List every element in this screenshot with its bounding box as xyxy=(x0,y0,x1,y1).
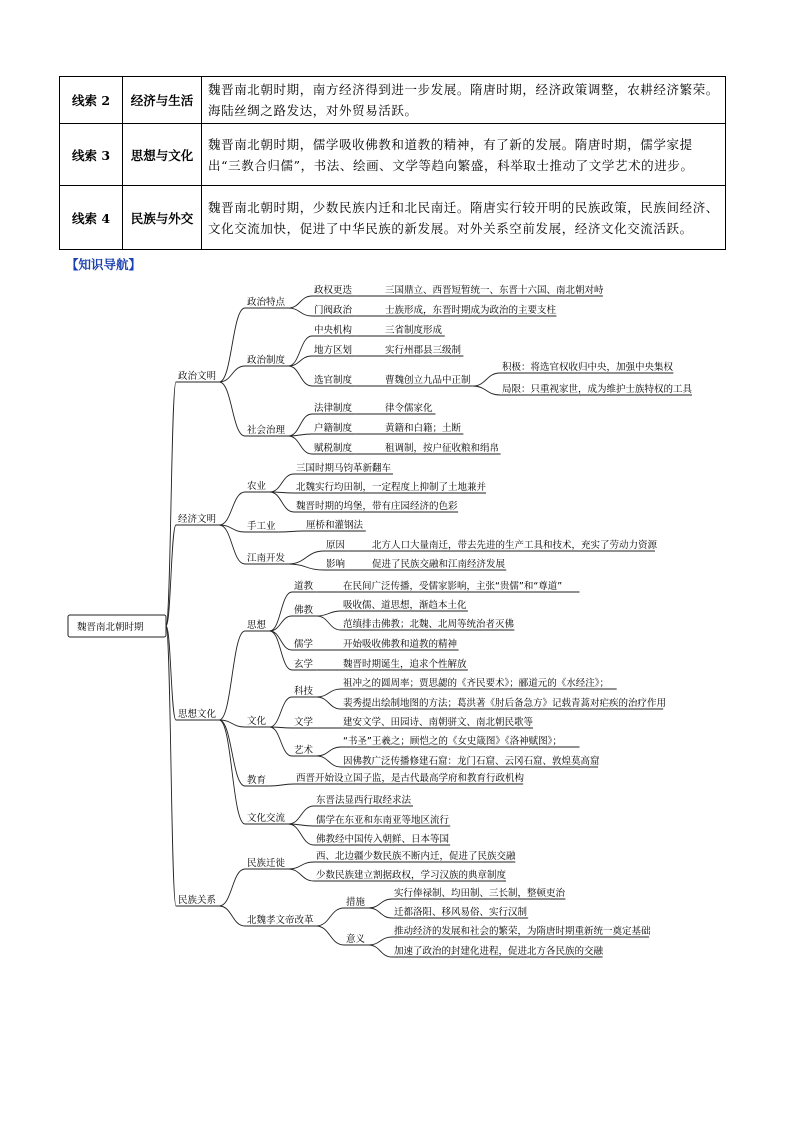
undefined: 租调制，按户征收粮和绢帛 xyxy=(385,443,500,454)
undefined: 三省制度形成 xyxy=(385,325,443,336)
clue-id: 线索 4 xyxy=(60,186,123,250)
subtopic-label: 原因 xyxy=(326,540,346,551)
connector xyxy=(288,806,314,824)
undefined: 律令儒家化 xyxy=(385,403,433,414)
topic-label: 文化交流 xyxy=(247,813,286,824)
topic-label: 思想 xyxy=(247,620,267,631)
clue-text: 魏晋南北朝时期，儒学吸收佛教和道教的精神，有了新的发展。隋唐时期，儒学家提出“三教合归儒”，书法、绘画、文学等趋向繁盛，科举取士推动了文学艺术的进步。 xyxy=(202,124,726,186)
topic-label: 北魏孝文帝改革 xyxy=(247,915,314,926)
subtopic-label: 中央机构 xyxy=(314,325,353,336)
branch-label: 政治文明 xyxy=(178,371,217,382)
undefined: 建安文学、田园诗、南朝骈文、南北朝民歌等 xyxy=(343,717,534,728)
connector xyxy=(369,908,392,918)
topic-label: 手工业 xyxy=(247,521,276,532)
subtopic-label: 赋税制度 xyxy=(314,443,353,454)
connector xyxy=(369,937,392,945)
connector xyxy=(288,436,312,454)
subtopic-label: 选官制度 xyxy=(314,375,353,386)
connector xyxy=(369,899,392,908)
topic-label: 农业 xyxy=(247,481,267,492)
clue-topic: 经济与生活 xyxy=(123,77,202,124)
branch-label: 思想文化 xyxy=(178,709,217,720)
branch-label: 经济文明 xyxy=(178,514,217,525)
undefined: 曹魏创立九品中正制 xyxy=(385,375,471,386)
undefined: 北方人口大量南迁，带去先进的生产工具和技术，充实了劳动力资源 xyxy=(372,540,658,551)
subtopic-label: 艺术 xyxy=(294,745,314,756)
leaf-text: 迁都洛阳、移风易俗、实行汉制 xyxy=(394,907,528,918)
clue-topic: 民族与外交 xyxy=(123,186,202,250)
connector xyxy=(219,720,245,824)
leaf-text: 儒学在东亚和东南亚等地区流行 xyxy=(316,815,450,826)
connector xyxy=(270,631,292,650)
connector xyxy=(288,366,312,386)
subtopic-label: 道教 xyxy=(294,581,314,592)
undefined: 厘桥和灌钢法 xyxy=(306,520,364,531)
connector xyxy=(317,756,341,767)
subtopic-label: 影响 xyxy=(326,559,346,570)
leaf-text: 佛教经中国传入朝鲜、日本等国 xyxy=(316,834,450,845)
undefined: 在民间广泛传播，受儒家影响，主张“贵儒”和“尊道” xyxy=(343,581,563,592)
subtopic-label: 意义 xyxy=(346,934,366,945)
leaf-text: 魏晋时期的坞堡，带有庄园经济的色彩 xyxy=(296,501,458,512)
subtopic-label: 佛教 xyxy=(294,605,314,616)
connector xyxy=(219,906,245,926)
undefined: 开始吸收佛教和道教的精神 xyxy=(343,639,458,650)
topic-label: 教育 xyxy=(247,775,267,786)
branch-label: 民族关系 xyxy=(178,895,217,906)
undefined: 三国鼎立、西晋短暂统一、东晋十六国、南北朝对峙 xyxy=(385,285,604,296)
subtopic-label: 户籍制度 xyxy=(314,423,353,434)
clue-text: 魏晋南北朝时期，少数民族内迁和北民南迁。隋唐实行较开明的民族政策，民族间经济、文化交流加快，促进了中华民族的新发展。对外关系空前发展，经济文化交流活跃。 xyxy=(202,186,726,250)
leaf-text: 加速了政治的封建化进程，促进北方各民族的交融 xyxy=(394,946,604,957)
connector xyxy=(166,382,176,626)
subtopic-label: 儒学 xyxy=(294,639,314,650)
subtopic-label: 法律制度 xyxy=(314,403,353,414)
connector xyxy=(219,720,245,786)
connector xyxy=(270,727,292,756)
connector xyxy=(316,926,344,945)
subtopic-label: 政权更迭 xyxy=(314,285,353,296)
connector xyxy=(288,869,314,881)
undefined: 士族形成，东晋时期成为政治的主要支柱 xyxy=(385,305,557,316)
topic-label: 文化 xyxy=(247,716,267,727)
connector xyxy=(219,492,245,525)
leaf-text: 吸收儒、道思想，渐趋本土化 xyxy=(343,600,467,611)
leaf-text: 因佛教广泛传播修建石窟：龙门石窟、云冈石窟、敦煌莫高窟 xyxy=(343,756,600,767)
leaf-text: 三国时期马钧革新翻车 xyxy=(296,463,392,474)
connector xyxy=(288,296,312,308)
leaf-text: 北魏实行均田制，一定程度上抑制了土地兼并 xyxy=(296,482,487,493)
undefined: 魏晋时期诞生，追求个性解放 xyxy=(343,659,467,670)
connector xyxy=(473,386,500,395)
subtopic-label: 门阀政治 xyxy=(314,305,353,316)
undefined: 实行州郡县三级制 xyxy=(385,345,462,356)
leaf-text: 西、北边疆少数民族不断内迁，促进了民族交融 xyxy=(316,851,516,862)
connector xyxy=(288,308,312,316)
leaf-text: 祖冲之的圆周率；贾思勰的《齐民要术》；郦道元的《水经注》； xyxy=(343,678,610,689)
subtopic-label: 文学 xyxy=(294,717,314,728)
topic-label: 政治特点 xyxy=(247,297,286,308)
connector xyxy=(279,531,304,532)
clue-text: 魏晋南北朝时期，南方经济得到进一步发展。隋唐时期，经济政策调整，农耕经济繁荣。海陆丝绸之路发达，对外贸易活跃。 xyxy=(202,77,726,124)
connector xyxy=(270,474,294,492)
connector xyxy=(270,616,292,631)
connector xyxy=(473,373,500,386)
leaf-text: “书圣”王羲之；顾恺之的《女史箴图》《洛神赋图》； xyxy=(343,736,562,747)
topic-label: 政治制度 xyxy=(247,355,286,366)
leaf-text: 范缜排击佛教；北魏、北周等统治者灭佛 xyxy=(343,619,515,630)
connector xyxy=(219,382,245,436)
connector xyxy=(219,631,245,720)
connector xyxy=(288,414,312,436)
connector xyxy=(219,525,245,564)
topic-label: 江南开发 xyxy=(247,553,286,564)
connector xyxy=(219,869,245,906)
undefined: 西晋开始设立国子监，是古代最高学府和教育行政机构 xyxy=(296,773,525,784)
connector xyxy=(219,308,245,382)
clue-topic: 思想与文化 xyxy=(123,124,202,186)
connector xyxy=(317,689,341,697)
subtopic-label: 科技 xyxy=(294,686,314,697)
connector xyxy=(317,616,341,630)
leaf-text: 少数民族建立割据政权，学习汉族的典章制度 xyxy=(316,870,507,881)
leaf-text: 东晋法显西行取经求法 xyxy=(316,795,412,806)
connector xyxy=(270,592,292,631)
connector xyxy=(270,492,294,512)
connector xyxy=(270,784,294,786)
connector xyxy=(317,747,341,756)
section-heading: 【知识导航】 xyxy=(66,257,142,272)
root-label: 魏晋南北朝时期 xyxy=(77,622,144,633)
topic-label: 民族迁徙 xyxy=(247,858,286,869)
connector xyxy=(288,862,314,869)
topic-label: 社会治理 xyxy=(247,425,286,436)
leaf-text: 实行俸禄制、均田制、三长制，整顿吏治 xyxy=(394,888,566,899)
subtopic-label: 措施 xyxy=(346,897,366,908)
connector xyxy=(317,697,341,709)
clue-id: 线索 2 xyxy=(60,77,123,124)
connector xyxy=(288,551,324,564)
subtopic-label: 地方区划 xyxy=(314,345,353,356)
leaf-text: 裴秀提出绘制地图的方法；葛洪著《肘后备急方》记载青蒿对疟疾的治疗作用 xyxy=(343,698,667,709)
connector xyxy=(270,697,292,727)
connector xyxy=(288,824,314,845)
connector xyxy=(317,611,341,616)
leaf-text: 推动经济的发展和社会的繁荣，为隋唐时期重新统一奠定基础 xyxy=(394,926,651,937)
connector xyxy=(270,631,292,670)
undefined: 促进了民族交融和江南经济发展 xyxy=(372,559,506,570)
connector xyxy=(316,908,344,926)
clue-id: 线索 3 xyxy=(60,124,123,186)
subtopic-label: 玄学 xyxy=(294,659,314,670)
connector xyxy=(369,945,392,957)
undefined: 黄籍和白籍；土断 xyxy=(385,423,462,434)
leaf-text: 积极：将选官权收归中央，加强中央集权 xyxy=(502,362,674,373)
leaf-text: 局限：只重视家世，成为维护士族特权的工具 xyxy=(502,384,693,395)
connector xyxy=(288,564,324,570)
